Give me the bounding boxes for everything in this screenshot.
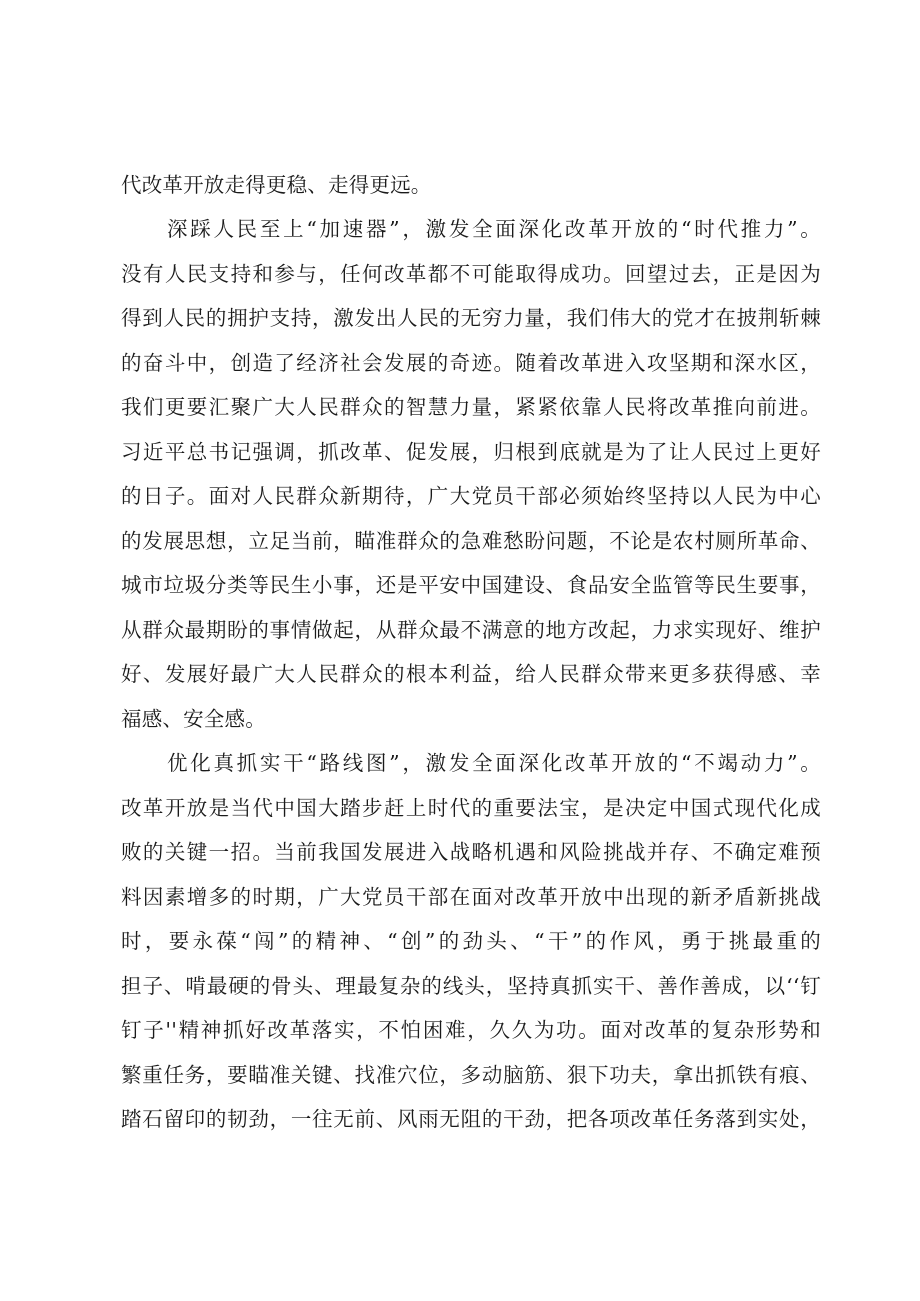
paragraph-line: 习近平总书记强调，抓改革、促发展，归根到底就是为了让人民过上更好 bbox=[121, 440, 821, 464]
paragraph-line: 得到人民的拥护支持，激发出人民的无穷力量，我们伟大的党才在披荆斩棘 bbox=[121, 306, 821, 330]
paragraph-line: 城市垃圾分类等民生小事，还是平安中国建设、食品安全监管等民生要事， bbox=[121, 573, 821, 597]
paragraph-line: 深踩人民至上“加速器”，激发全面深化改革开放的“时代推力”。 bbox=[167, 217, 821, 241]
paragraph-line: 好、发展好最广大人民群众的根本利益，给人民群众带来更多获得感、幸 bbox=[121, 662, 821, 686]
paragraph-line: 我们更要汇聚广大人民群众的智慧力量，紧紧依靠人民将改革推向前进。 bbox=[121, 395, 821, 419]
paragraph-line: 钉子''精神抓好改革落实，不怕困难，久久为功。面对改革的复杂形势和 bbox=[121, 1018, 821, 1042]
paragraph-line: 的发展思想，立足当前，瞄准群众的急难愁盼问题，不论是农村厕所革命、 bbox=[121, 529, 821, 553]
paragraph-line: 的日子。面对人民群众新期待，广大党员干部必须始终坚持以人民为中心 bbox=[121, 484, 821, 508]
paragraph-line: 时，要永葆“闯”的精神、“创”的劲头、“干”的作风，勇于挑最重的 bbox=[121, 929, 821, 953]
paragraph-line: 败的关键一招。当前我国发展进入战略机遇和风险挑战并存、不确定难预 bbox=[121, 840, 821, 864]
paragraph-line: 从群众最期盼的事情做起，从群众最不满意的地方改起，力求实现好、维护 bbox=[121, 618, 821, 642]
paragraph-line: 福感、安全感。 bbox=[121, 707, 266, 731]
paragraph-line: 担子、啃最硬的骨头、理最复杂的线头，坚持真抓实干、善作善成，以‘‘钉 bbox=[121, 974, 821, 998]
paragraph-line: 优化真抓实干“路线图”，激发全面深化改革开放的“不竭动力”。 bbox=[167, 751, 821, 775]
paragraph-line: 繁重任务，要瞄准关键、找准穴位，多动脑筋、狠下功夫，拿出抓铁有痕、 bbox=[121, 1063, 821, 1087]
paragraph-line: 的奋斗中，创造了经济社会发展的奇迹。随着改革进入攻坚期和深水区， bbox=[121, 351, 821, 375]
paragraph-line: 料因素增多的时期，广大党员干部在面对改革开放中出现的新矛盾新挑战 bbox=[121, 885, 821, 909]
paragraph-line: 踏石留印的韧劲，一往无前、风雨无阻的干劲，把各项改革任务落到实处， bbox=[121, 1107, 821, 1131]
paragraph-line: 没有人民支持和参与，任何改革都不可能取得成功。回望过去，正是因为 bbox=[121, 262, 821, 286]
paragraph-line: 代改革开放走得更稳、走得更远。 bbox=[121, 173, 432, 197]
paragraph-line: 改革开放是当代中国大踏步赶上时代的重要法宝，是决定中国式现代化成 bbox=[121, 796, 821, 820]
